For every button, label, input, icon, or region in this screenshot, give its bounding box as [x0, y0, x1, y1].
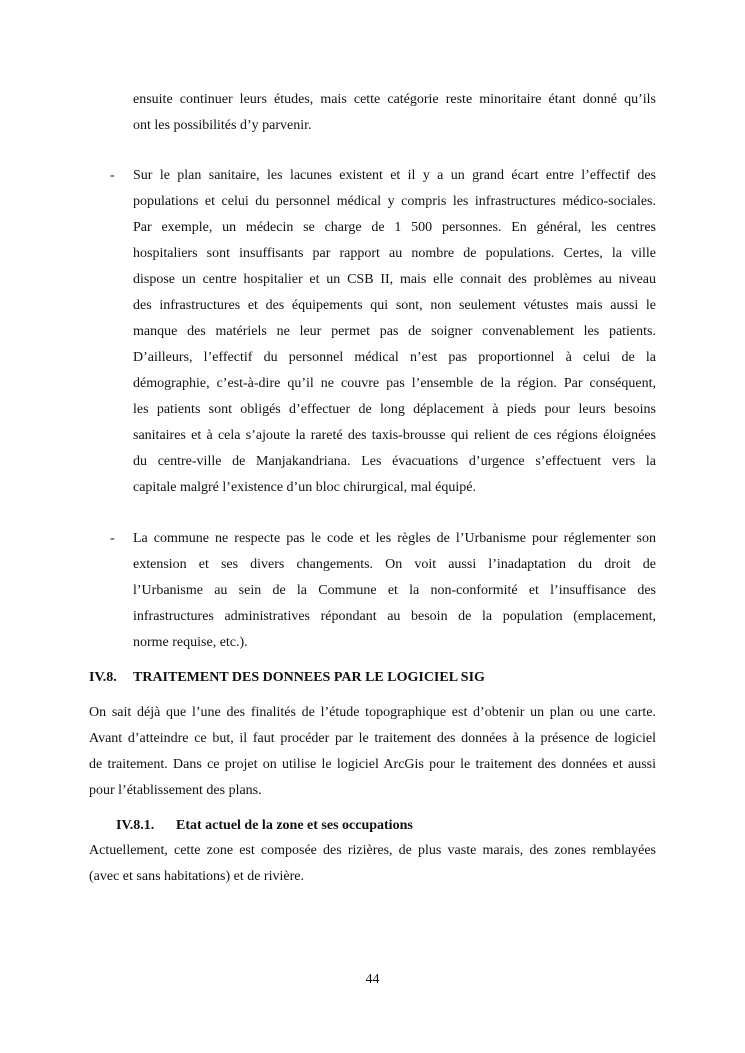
bullet1-line: les patients sont obligés d’effectuer de long déplacement à pieds pour leurs besoins	[133, 402, 656, 417]
bullet-marker: -	[110, 168, 115, 183]
continuation-line: ont les possibilités d’y parvenir.	[133, 118, 312, 133]
bullet-marker: -	[110, 531, 115, 546]
bullet1-line: Sur le plan sanitaire, les lacunes existent et il y a un grand écart entre l’effectif des	[133, 168, 656, 183]
subsection-title: Etat actuel de la zone et ses occupations	[176, 818, 413, 833]
bullet2-line: norme requise, etc.).	[133, 635, 248, 650]
section-paragraph-line: pour l’établissement des plans.	[89, 783, 262, 798]
bullet1-line: des infrastructures et des équipements qui sont, non seulement vétustes mais aussi le	[133, 298, 656, 313]
bullet2-line: extension et ses divers changements. On voit aussi l’inadaptation du droit de	[133, 557, 656, 572]
bullet1-line: du centre-ville de Manjakandriana. Les évacuations d’urgence s’effectuent vers la	[133, 454, 656, 469]
section-title: TRAITEMENT DES DONNEES PAR LE LOGICIEL SIG	[133, 670, 485, 685]
bullet1-line: sanitaires et à cela s’ajoute la rareté des taxis-brousse qui relient de ces régions éloignées	[133, 428, 656, 443]
bullet1-line: Par exemple, un médecin se charge de 1 500 personnes. En général, les centres	[133, 220, 656, 235]
subsection-paragraph-line: (avec et sans habitations) et de rivière.	[89, 869, 304, 884]
bullet1-line: dispose un centre hospitalier et un CSB II, mais elle connait des problèmes au niveau	[133, 272, 656, 287]
section-paragraph-line: Avant d’atteindre ce but, il faut procéder par le traitement des données à la présence de logiciel	[89, 731, 656, 746]
bullet1-line: capitale malgré l’existence d’un bloc chirurgical, mal équipé.	[133, 480, 476, 495]
section-number: IV.8.	[89, 670, 117, 685]
bullet2-line: infrastructures administratives répondant au besoin de la population (emplacement,	[133, 609, 656, 624]
continuation-line: ensuite continuer leurs études, mais cette catégorie reste minoritaire étant donné qu’ils	[133, 92, 656, 107]
bullet1-line: démographie, c’est-à-dire qu’il ne couvre pas l’ensemble de la région. Par conséquent,	[133, 376, 656, 391]
bullet2-line: l’Urbanisme au sein de la Commune et la non-conformité et l’insuffisance des	[133, 583, 656, 598]
subsection-paragraph-line: Actuellement, cette zone est composée des rizières, de plus vaste marais, des zones remblayées	[89, 843, 656, 858]
section-paragraph-line: On sait déjà que l’une des finalités de l’étude topographique est d’obtenir un plan ou une carte.	[89, 705, 656, 720]
subsection-number: IV.8.1.	[116, 818, 155, 833]
bullet1-line: populations et celui du personnel médical y compris les infrastructures médico-sociales.	[133, 194, 656, 209]
page-number: 44	[365, 972, 380, 987]
bullet1-line: hospitaliers sont insuffisants par rapport au nombre de populations. Certes, la ville	[133, 246, 656, 261]
bullet2-line: La commune ne respecte pas le code et les règles de l’Urbanisme pour réglementer son	[133, 531, 656, 546]
bullet1-line: D’ailleurs, l’effectif du personnel médical n’est pas proportionnel à celui de la	[133, 350, 656, 365]
section-paragraph-line: de traitement. Dans ce projet on utilise le logiciel ArcGis pour le traitement des données et aussi	[89, 757, 656, 772]
bullet1-line: manque des matériels ne leur permet pas de soigner convenablement les patients.	[133, 324, 656, 339]
